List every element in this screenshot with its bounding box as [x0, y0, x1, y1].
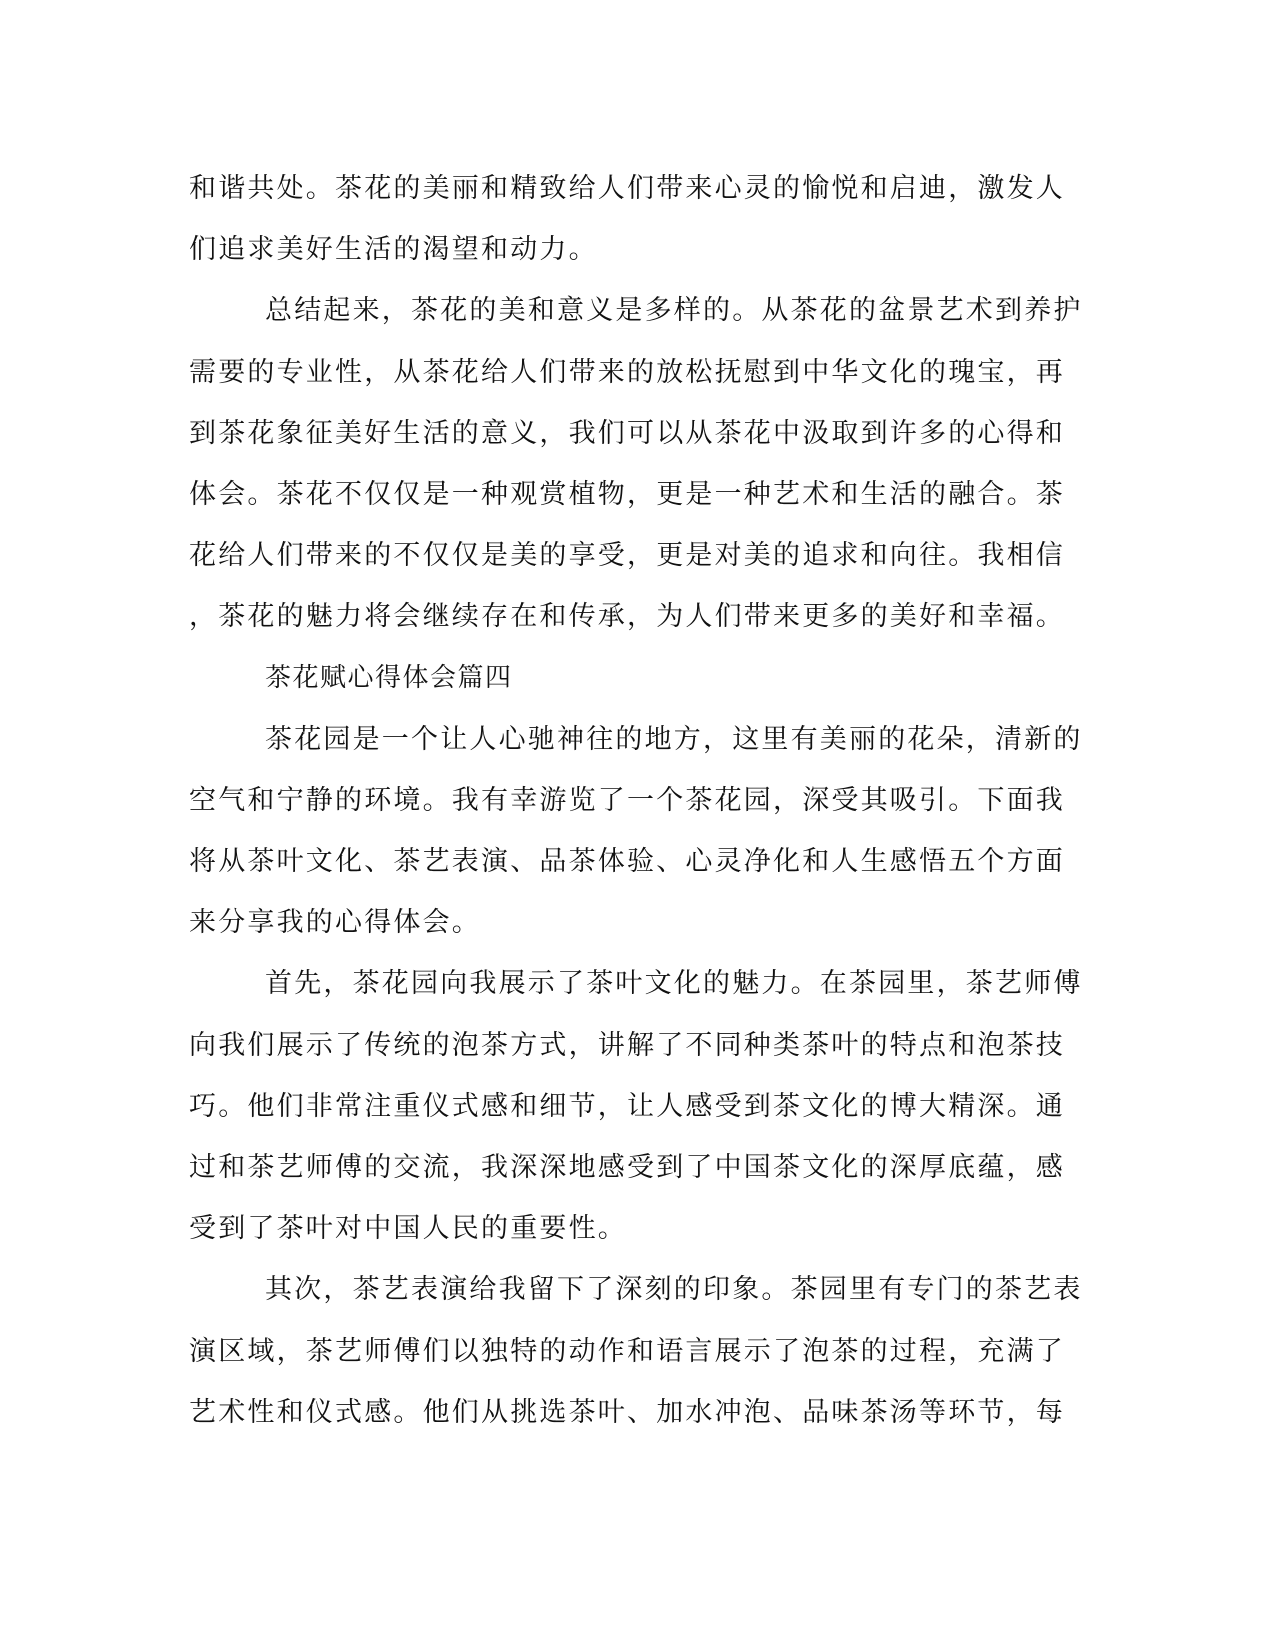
body-text: [189, 158, 1089, 1443]
text-line: 体会。茶花不仅仅是一种观赏植物，更是一种艺术和生活的融合。茶: [189, 478, 1065, 510]
text-line: 其次，茶艺表演给我留下了深刻的印象。茶园里有专门的茶艺表: [265, 1274, 1083, 1306]
text-line: 们追求美好生活的渴望和动力。: [189, 234, 598, 266]
text-line: 到茶花象征美好生活的意义，我们可以从茶花中汲取到许多的心得和: [189, 417, 1065, 449]
text-line: 演区域，茶艺师傅们以独特的动作和语言展示了泡茶的过程，充满了: [189, 1335, 1065, 1367]
text-line: 首先，茶花园向我展示了茶叶文化的魅力。在茶园里，茶艺师傅: [265, 968, 1083, 1000]
text-line: 茶花园是一个让人心驰神往的地方，这里有美丽的花朵，清新的: [265, 723, 1083, 755]
text-line: 总结起来，茶花的美和意义是多样的。从茶花的盆景艺术到养护: [265, 295, 1083, 327]
text-line: 空气和宁静的环境。我有幸游览了一个茶花园，深受其吸引。下面我: [189, 784, 1065, 816]
text-line: 将从茶叶文化、茶艺表演、品茶体验、心灵净化和人生感悟五个方面: [189, 846, 1065, 878]
section-heading: 茶花赋心得体会篇四: [265, 662, 513, 693]
text-line: 向我们展示了传统的泡茶方式，讲解了不同种类茶叶的特点和泡茶技: [189, 1029, 1065, 1061]
text-line: 和谐共处。茶花的美丽和精致给人们带来心灵的愉悦和启迪，激发人: [189, 173, 1065, 204]
text-line: 过和茶艺师傅的交流，我深深地感受到了中国茶文化的深厚底蕴，感: [189, 1152, 1065, 1183]
text-line: 来分享我的心得体会。: [189, 907, 481, 939]
text-line: 花给人们带来的不仅仅是美的享受，更是对美的追求和向往。我相信: [189, 540, 1065, 572]
text-line: ，茶花的魅力将会继续存在和传承，为人们带来更多的美好和幸福。: [189, 601, 1065, 633]
text-line: 艺术性和仪式感。他们从挑选茶叶、加水冲泡、品味茶汤等环节，每: [189, 1396, 1065, 1428]
text-line: 需要的专业性，从茶花给人们带来的放松抚慰到中华文化的瑰宝，再: [189, 356, 1065, 388]
text-line: 受到了茶叶对中国人民的重要性。: [189, 1213, 627, 1245]
text-line: 巧。他们非常注重仪式感和细节，让人感受到茶文化的博大精深。通: [189, 1090, 1065, 1122]
